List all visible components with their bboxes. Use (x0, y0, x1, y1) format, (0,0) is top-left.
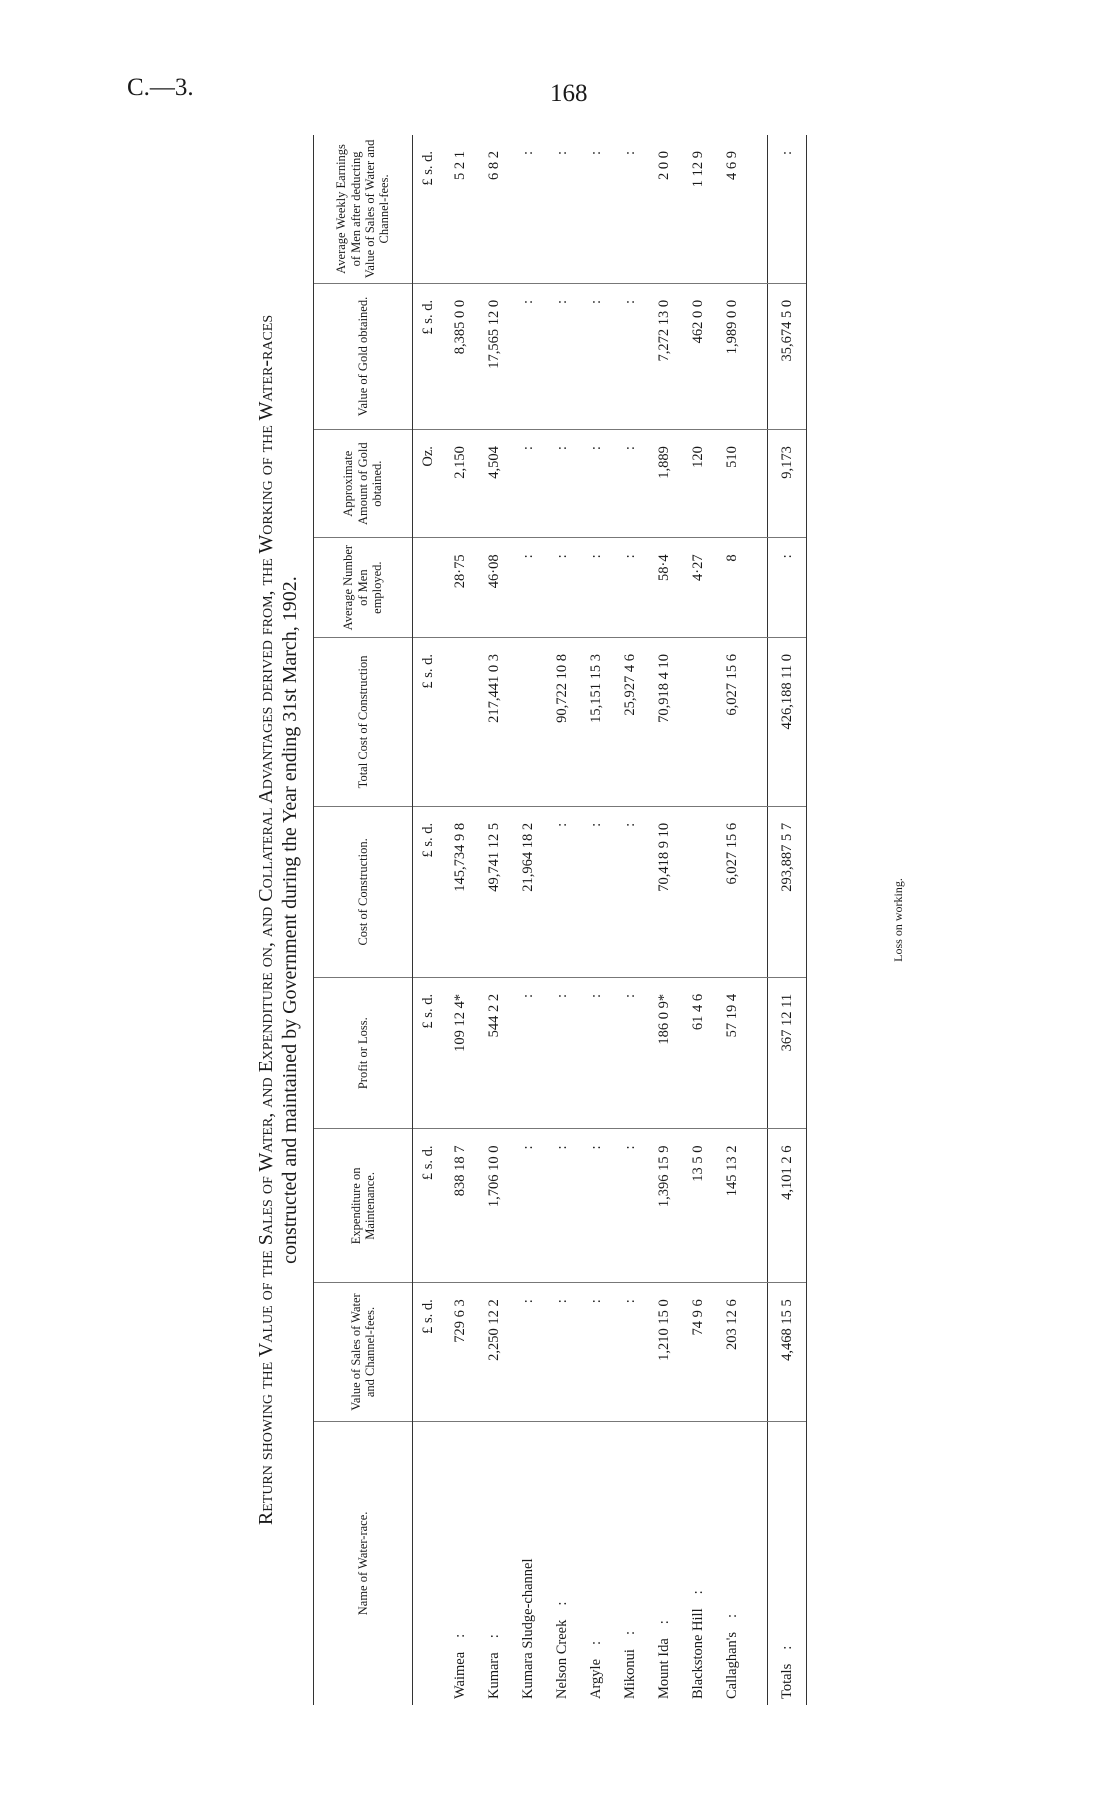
race-name-text: Mount Ida (655, 1638, 672, 1699)
table-row (647, 135, 681, 1705)
cell-gold: : (545, 430, 579, 538)
cell-total: 25,927 4 6 (613, 637, 647, 806)
cell-men: 4·27 (681, 538, 715, 638)
cell-value: : (545, 283, 579, 429)
page-code: C.—3. (127, 74, 194, 101)
leader-dots: : (655, 1620, 672, 1625)
cell-sales: 4,468 15 5 (768, 1283, 807, 1422)
title-prefix: Return (255, 1465, 277, 1526)
cell-maint: 145 13 2 (715, 1129, 749, 1283)
race-name-text: Waimea (451, 1651, 468, 1699)
cell-cost: 21,964 18 2 (511, 806, 545, 977)
race-name (768, 1421, 807, 1705)
cell-total: 426,188 11 0 (768, 637, 807, 806)
cell-maint: 13 5 0 (681, 1129, 715, 1283)
title-line-1 (255, 135, 278, 1705)
table-row (545, 135, 579, 1705)
table-row (477, 135, 511, 1705)
spacer-cell (749, 538, 768, 638)
cell-earn: : (511, 135, 545, 283)
cell-total (443, 637, 477, 806)
cell-men: 58·4 (647, 538, 681, 638)
cell-sales: : (579, 1283, 613, 1422)
race-name (613, 1421, 647, 1705)
water-race-table (313, 135, 807, 1705)
spacer-cell (749, 1283, 768, 1422)
cell-value: : (579, 283, 613, 429)
cell-total: 217,441 0 3 (477, 637, 511, 806)
cell-value: 7,272 13 0 (647, 283, 681, 429)
cell-sales: : (613, 1283, 647, 1422)
cell-total: 70,918 4 10 (647, 637, 681, 806)
cell-gold: : (511, 430, 545, 538)
spacer-cell (749, 1421, 768, 1705)
cell-earn: : (613, 135, 647, 283)
leader-dots: : (621, 1631, 638, 1636)
leader-dots: : (587, 1640, 604, 1645)
cell-cost: : (613, 806, 647, 977)
cell-maint: : (579, 1129, 613, 1283)
unit-cell: £ s. d. (413, 1283, 444, 1422)
cell-gold: : (579, 430, 613, 538)
cell-sales: 2,250 12 2 (477, 1283, 511, 1422)
cell-profit: 186 0 9* (647, 977, 681, 1129)
table-row (681, 135, 715, 1705)
race-name-text: Mikonui (621, 1649, 638, 1699)
cell-men: : (768, 538, 807, 638)
col-header: Value of Sales of Water and Channel-fees. (314, 1283, 413, 1422)
cell-value: 35,674 5 0 (768, 283, 807, 429)
race-name-text: Nelson Creek (553, 1619, 570, 1699)
race-name (681, 1421, 715, 1705)
col-header: Average Weekly Earnings of Men after deducting Value of Sales of Water and Channel-fees. (314, 135, 413, 283)
cell-value: : (511, 283, 545, 429)
table-row (579, 135, 613, 1705)
race-name (545, 1421, 579, 1705)
cell-men: : (511, 538, 545, 638)
cell-sales: 74 9 6 (681, 1283, 715, 1422)
cell-value: : (613, 283, 647, 429)
spacer-cell (749, 1129, 768, 1283)
cell-total: 6,027 15 6 (715, 637, 749, 806)
footnote: Loss on working. (891, 878, 905, 962)
col-header: Profit or Loss. (314, 977, 413, 1129)
units-row (413, 135, 444, 1705)
cell-sales: 1,210 15 0 (647, 1283, 681, 1422)
cell-total: 90,722 10 8 (545, 637, 579, 806)
cell-total: 15,151 15 3 (579, 637, 613, 806)
cell-profit: : (511, 977, 545, 1129)
cell-maint: : (545, 1129, 579, 1283)
cell-profit: : (545, 977, 579, 1129)
return-table-block (255, 135, 905, 1705)
table-row (511, 135, 545, 1705)
unit-cell: £ s. d. (413, 283, 444, 429)
cell-gold: : (613, 430, 647, 538)
col-header: Average Number of Men employed. (314, 538, 413, 638)
race-name-text: Kumara (485, 1652, 502, 1699)
cell-cost: : (579, 806, 613, 977)
leader-dots: : (689, 1590, 706, 1595)
spacer-cell (749, 977, 768, 1129)
race-name-text: Argyle (587, 1658, 604, 1699)
cell-cost: 49,741 12 5 (477, 806, 511, 977)
col-header: Cost of Construction. (314, 806, 413, 977)
leader-dots: : (723, 1613, 740, 1618)
page-number: 168 (550, 80, 588, 107)
cell-men: 28·75 (443, 538, 477, 638)
cell-men: 46·08 (477, 538, 511, 638)
cell-value: 17,565 12 0 (477, 283, 511, 429)
cell-profit: 57 19 4 (715, 977, 749, 1129)
cell-profit: : (613, 977, 647, 1129)
cell-maint: 838 18 7 (443, 1129, 477, 1283)
header-row (314, 135, 413, 1705)
cell-profit: : (579, 977, 613, 1129)
cell-cost: 70,418 9 10 (647, 806, 681, 977)
cell-maint: 1,706 10 0 (477, 1129, 511, 1283)
cell-sales: : (511, 1283, 545, 1422)
cell-profit: 109 12 4* (443, 977, 477, 1129)
spacer-cell (749, 806, 768, 977)
leader-dots: : (451, 1633, 468, 1638)
spacer-cell (749, 135, 768, 283)
cell-earn: : (768, 135, 807, 283)
title-text: showing the Value of the Sales of Water, and Expenditure on, and Collateral Advantages derived from, the Working of the Water-races (255, 314, 277, 1461)
cell-profit: 367 12 11 (768, 977, 807, 1129)
cell-cost (681, 806, 715, 977)
col-header: Value of Gold obtained. (314, 283, 413, 429)
unit-cell (413, 1421, 444, 1705)
table-row (443, 135, 477, 1705)
cell-earn: 4 6 9 (715, 135, 749, 283)
cell-gold: 120 (681, 430, 715, 538)
race-name (579, 1421, 613, 1705)
race-name (715, 1421, 749, 1705)
spacer-cell (749, 430, 768, 538)
race-name-text: Blackstone Hill (689, 1608, 706, 1699)
cell-gold: 510 (715, 430, 749, 538)
race-name-text: Kumara Sludge-channel (519, 1558, 536, 1699)
cell-maint: : (511, 1129, 545, 1283)
race-name (511, 1421, 545, 1705)
race-name (647, 1421, 681, 1705)
cell-cost: 293,887 5 7 (768, 806, 807, 977)
table-row (715, 135, 749, 1705)
spacer-row (749, 135, 768, 1705)
cell-value: 8,385 0 0 (443, 283, 477, 429)
cell-maint: : (613, 1129, 647, 1283)
totals-row (768, 135, 807, 1705)
unit-cell (413, 538, 444, 638)
col-header: Expenditure on Maintenance. (314, 1129, 413, 1283)
spacer-cell (749, 637, 768, 806)
cell-cost: 145,734 9 8 (443, 806, 477, 977)
cell-sales: 203 12 6 (715, 1283, 749, 1422)
cell-men: : (579, 538, 613, 638)
title-line-2: constructed and maintained by Government during the Year ending 31st March, 1902. (279, 576, 301, 1264)
race-name-text: Callaghan's (723, 1631, 740, 1699)
cell-total (511, 637, 545, 806)
cell-sales: : (545, 1283, 579, 1422)
cell-gold: 9,173 (768, 430, 807, 538)
col-header: Name of Water-race. (314, 1421, 413, 1705)
cell-maint: 4,101 2 6 (768, 1129, 807, 1283)
race-name (443, 1421, 477, 1705)
unit-cell: £ s. d. (413, 135, 444, 283)
race-name-text: Totals (778, 1663, 795, 1699)
unit-cell: £ s. d. (413, 806, 444, 977)
cell-sales: 729 6 3 (443, 1283, 477, 1422)
cell-profit: 544 2 2 (477, 977, 511, 1129)
leader-dots: : (778, 1645, 795, 1650)
leader-dots: : (485, 1634, 502, 1639)
table-row (613, 135, 647, 1705)
cell-maint: 1,396 15 9 (647, 1129, 681, 1283)
cell-gold: 1,889 (647, 430, 681, 538)
cell-earn: 1 12 9 (681, 135, 715, 283)
cell-earn: : (545, 135, 579, 283)
unit-cell: Oz. (413, 430, 444, 538)
cell-gold: 4,504 (477, 430, 511, 538)
cell-cost: : (545, 806, 579, 977)
cell-earn: 6 8 2 (477, 135, 511, 283)
col-header: Approximate Amount of Gold obtained. (314, 430, 413, 538)
unit-cell: £ s. d. (413, 977, 444, 1129)
cell-cost: 6,027 15 6 (715, 806, 749, 977)
unit-cell: £ s. d. (413, 637, 444, 806)
cell-earn: 5 2 1 (443, 135, 477, 283)
race-name (477, 1421, 511, 1705)
cell-men: : (613, 538, 647, 638)
cell-value: 1,989 0 0 (715, 283, 749, 429)
cell-earn: : (579, 135, 613, 283)
unit-cell: £ s. d. (413, 1129, 444, 1283)
cell-earn: 2 0 0 (647, 135, 681, 283)
cell-gold: 2,150 (443, 430, 477, 538)
leader-dots: : (553, 1601, 570, 1606)
cell-total (681, 637, 715, 806)
spacer-cell (749, 283, 768, 429)
cell-profit: 61 4 6 (681, 977, 715, 1129)
col-header: Total Cost of Construction (314, 637, 413, 806)
cell-men: : (545, 538, 579, 638)
cell-value: 462 0 0 (681, 283, 715, 429)
cell-men: 8 (715, 538, 749, 638)
